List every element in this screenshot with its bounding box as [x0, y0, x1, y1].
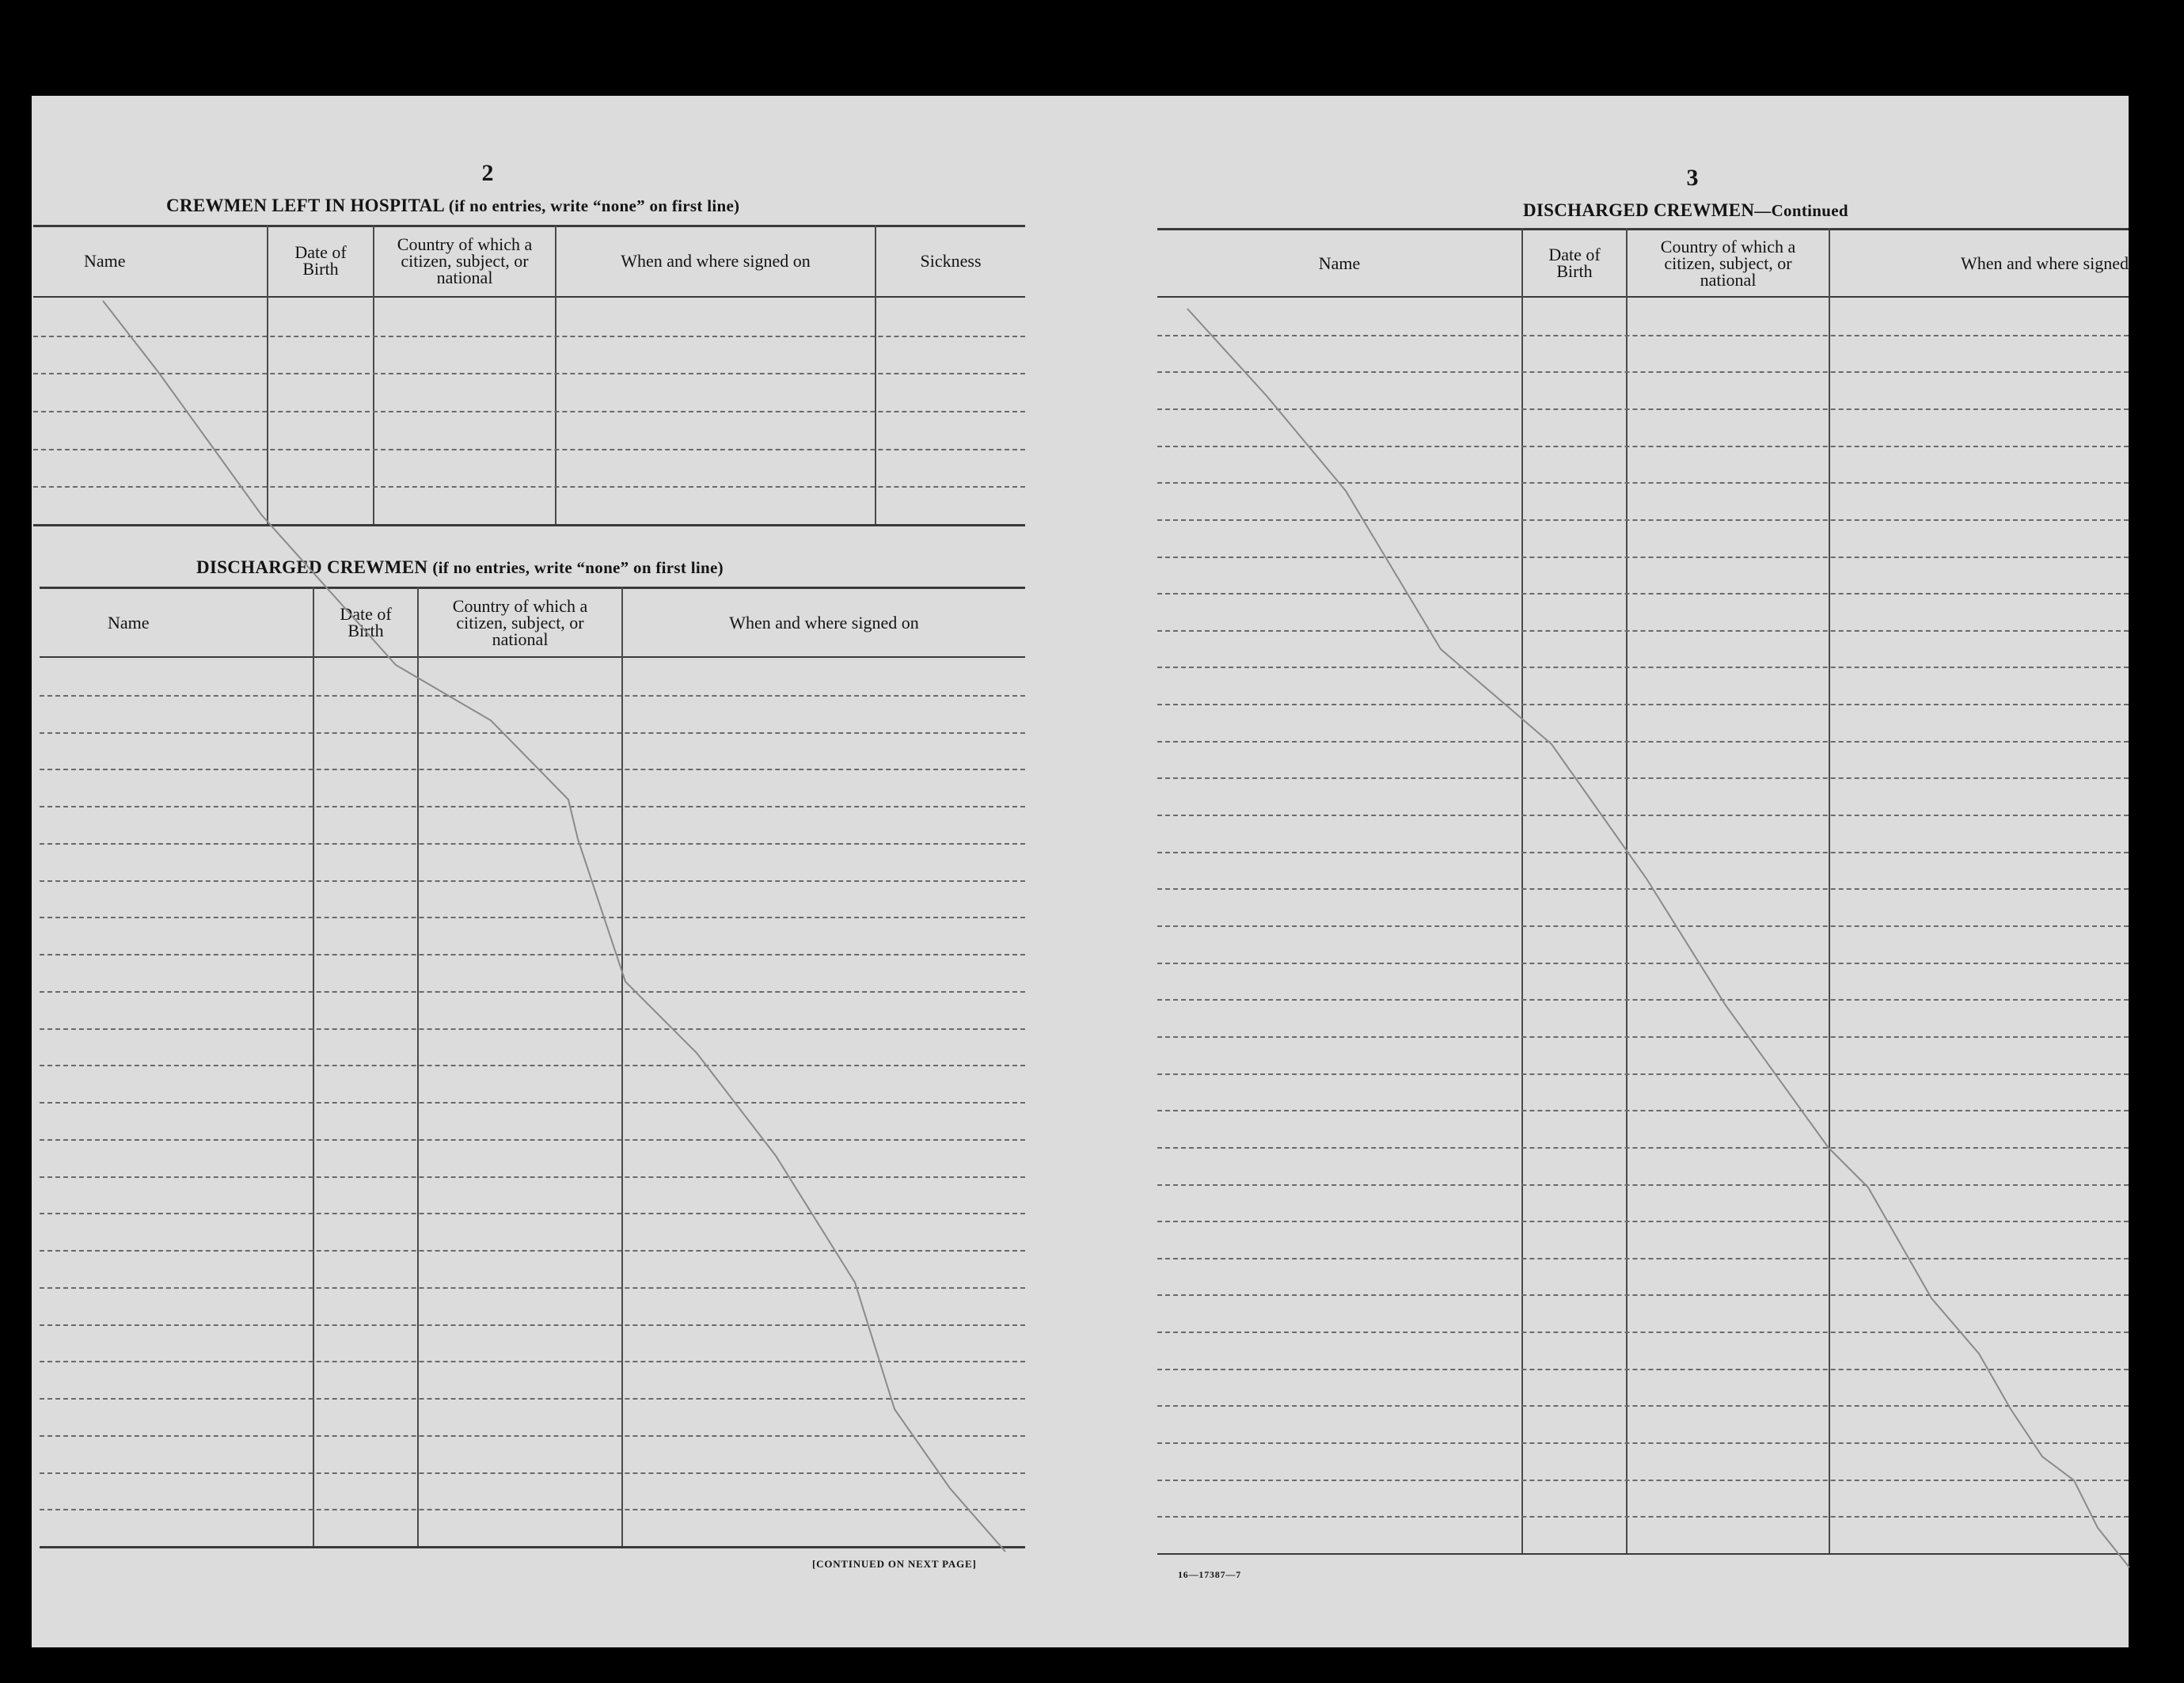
table-bottom-rule	[1157, 1553, 2129, 1555]
table-row	[40, 1472, 1025, 1474]
column-header-signed-on-text: When and where signed	[1961, 253, 2129, 273]
table-row	[40, 1250, 1025, 1252]
column-divider	[1521, 228, 1523, 1555]
table-row	[1157, 815, 2129, 816]
page-number-right: 3	[1686, 165, 1699, 191]
table-row	[40, 806, 1025, 807]
table-row	[1157, 741, 2129, 743]
table-row	[40, 1102, 1025, 1104]
column-header-country-text: Country of which a citizen, subject, or national	[1660, 236, 1796, 290]
column-divider	[621, 587, 623, 1548]
hospital-section-title	[166, 196, 739, 216]
header-bottom-rule	[33, 296, 1025, 298]
column-header-dob-text: Date of Birth	[1548, 245, 1601, 281]
column-header-name	[40, 587, 313, 658]
table-row	[1157, 408, 2129, 410]
column-header-country	[374, 225, 555, 296]
column-header-dob-text: Date of Birth	[294, 242, 347, 279]
table-row	[33, 336, 1025, 337]
column-header-name-text: Name	[108, 612, 150, 633]
column-header-name	[1157, 228, 1521, 298]
discharged-section-title	[196, 557, 724, 578]
table-row	[40, 1287, 1025, 1289]
table-row	[40, 1509, 1025, 1510]
column-header-sickness	[876, 225, 1025, 296]
table-row	[40, 1435, 1025, 1437]
continued-suffix-text: —Continued	[1754, 201, 1848, 220]
table-row	[1157, 371, 2129, 373]
column-header-date-of-birth	[1523, 228, 1626, 298]
column-header-sickness-text: Sickness	[920, 250, 982, 271]
table-row	[1157, 1294, 2129, 1296]
table-row	[33, 449, 1025, 450]
table-row	[40, 1213, 1025, 1214]
discharged-continued-title	[1523, 200, 1848, 221]
table-row	[1157, 1369, 2129, 1370]
table-row	[33, 486, 1025, 488]
column-header-signed-on-text: When and where signed on	[729, 612, 919, 633]
table-row	[1157, 963, 2129, 964]
column-divider	[875, 225, 876, 526]
table-row	[1157, 925, 2129, 927]
column-header-country-text: Country of which a citizen, subject, or national	[397, 234, 533, 287]
table-row	[1157, 1221, 2129, 1222]
table-row	[40, 695, 1025, 697]
table-row	[1157, 704, 2129, 705]
column-header-country-text: Country of which a citizen, subject, or national	[452, 595, 588, 649]
table-row	[33, 373, 1025, 374]
hospital-table	[33, 225, 1025, 526]
header-bottom-rule	[40, 656, 1025, 658]
table-row	[1157, 1147, 2129, 1149]
table-bottom-rule	[33, 524, 1025, 526]
table-row	[1157, 999, 2129, 1001]
table-row	[1157, 1258, 2129, 1259]
table-row	[1157, 1073, 2129, 1075]
table-row	[33, 411, 1025, 412]
table-row	[40, 769, 1025, 770]
table-row	[1157, 446, 2129, 447]
column-divider	[1626, 228, 1628, 1555]
table-row	[40, 1065, 1025, 1066]
table-row	[40, 1324, 1025, 1326]
column-header-dob-text: Date of Birth	[340, 604, 392, 640]
page-number-left: 2	[481, 160, 494, 186]
table-row	[40, 1398, 1025, 1400]
table-row	[40, 880, 1025, 882]
table-row	[1157, 630, 2129, 632]
table-row	[1157, 482, 2129, 484]
table-row	[40, 954, 1025, 955]
table-row	[1157, 852, 2129, 853]
continued-note: [CONTINUED ON NEXT PAGE]	[812, 1558, 977, 1570]
hospital-title-text: CREWMEN LEFT IN HOSPITAL	[166, 196, 444, 215]
discharged-continued-title-text: DISCHARGED CREWMEN	[1523, 200, 1755, 220]
table-row	[1157, 667, 2129, 668]
table-row	[1157, 1110, 2129, 1111]
table-row	[1157, 1036, 2129, 1038]
form-number: 16—17387—7	[1178, 1569, 1241, 1580]
discharged-title-text: DISCHARGED CREWMEN	[196, 557, 428, 577]
table-row	[1157, 1516, 2129, 1518]
table-row	[40, 732, 1025, 734]
column-header-country	[1628, 228, 1829, 298]
column-divider	[417, 587, 419, 1548]
table-row	[40, 1176, 1025, 1178]
column-divider	[555, 225, 556, 526]
column-header-name-text: Name	[1318, 253, 1361, 273]
table-row	[1157, 519, 2129, 521]
column-divider	[313, 587, 314, 1548]
table-row	[1157, 557, 2129, 558]
table-row	[1157, 1480, 2129, 1481]
column-divider	[373, 225, 374, 526]
table-row	[1157, 335, 2129, 336]
discharged-table	[40, 587, 1025, 1548]
discharged-continued-table	[1157, 228, 2129, 1555]
table-row	[40, 1361, 1025, 1362]
column-header-name	[33, 225, 267, 296]
column-divider	[1829, 228, 1830, 1555]
table-row	[1157, 777, 2129, 779]
table-row	[1157, 1184, 2129, 1186]
hospital-instruction-text: (if no entries, write “none” on first line)	[448, 196, 740, 215]
column-header-signed-on-text: When and where signed on	[621, 250, 811, 271]
column-header-signed-on	[556, 225, 875, 296]
column-header-name-text: Name	[84, 250, 126, 271]
table-row	[40, 1139, 1025, 1141]
table-row	[40, 991, 1025, 993]
table-row	[1157, 1405, 2129, 1407]
column-header-date-of-birth	[314, 587, 417, 658]
column-header-signed-on	[1830, 228, 2129, 298]
header-bottom-rule	[1157, 296, 2129, 298]
table-row	[1157, 593, 2129, 595]
table-row	[1157, 888, 2129, 890]
table-row	[40, 1028, 1025, 1030]
table-bottom-rule	[40, 1546, 1025, 1548]
table-row	[40, 843, 1025, 845]
table-row	[1157, 1442, 2129, 1444]
column-header-country	[419, 587, 621, 658]
table-row	[40, 917, 1025, 918]
column-header-date-of-birth	[268, 225, 373, 296]
column-divider	[267, 225, 268, 526]
discharged-instruction-text: (if no entries, write “none” on first line)	[432, 558, 724, 577]
column-header-signed-on	[623, 587, 1025, 658]
table-row	[1157, 1332, 2129, 1333]
